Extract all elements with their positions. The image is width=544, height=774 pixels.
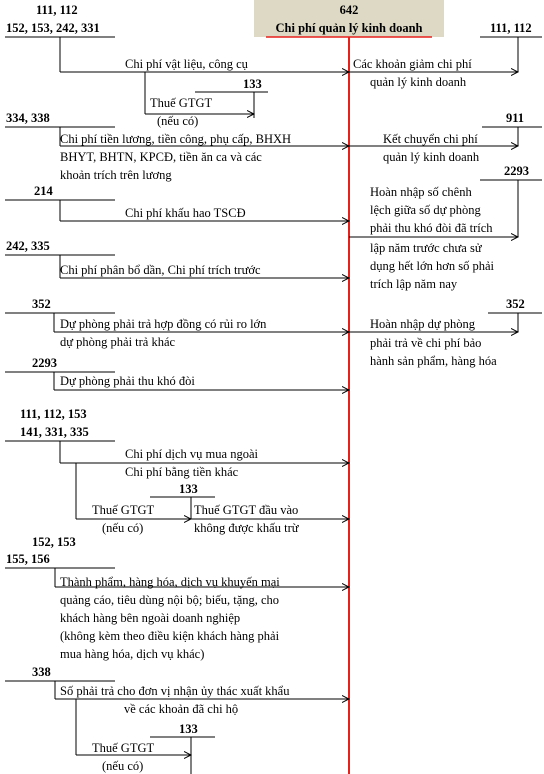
label-goods-2: quảng cáo, tiêu dùng nội bộ; biếu, tặng, cho bbox=[60, 593, 280, 607]
label-salary-2: BHYT, BHTN, KPCĐ, tiền ăn ca và các bbox=[60, 150, 262, 164]
label-goods-3: khách hàng bên ngoài doanh nghiệp bbox=[60, 611, 241, 625]
account-911: 911 bbox=[506, 111, 525, 125]
header-account-code: 642 bbox=[339, 3, 359, 17]
header-account-name: Chi phí quản lý kinh doanh bbox=[275, 21, 423, 35]
label-vat2-b: (nếu có) bbox=[102, 521, 144, 535]
label-doubtful: Dự phòng phải thu khó đòi bbox=[60, 374, 195, 388]
label-vat1-b: (nếu có) bbox=[157, 114, 199, 128]
label-right-reduction-2: quản lý kinh doanh bbox=[370, 75, 467, 89]
account-2293-left: 2293 bbox=[32, 356, 57, 370]
label-right-reversal-6: trích lập năm nay bbox=[370, 277, 458, 291]
account-338: 338 bbox=[32, 665, 51, 679]
label-right-reversal-2: lệch giữa số dự phòng bbox=[370, 203, 481, 217]
label-services-1: Chi phí dịch vụ mua ngoài bbox=[125, 447, 258, 461]
account-141-331-335: 141, 331, 335 bbox=[20, 425, 89, 439]
label-provision-2: dự phòng phải trả khác bbox=[60, 335, 176, 349]
label-vat3-a: Thuế GTGT bbox=[92, 741, 155, 755]
account-352-right: 352 bbox=[506, 297, 525, 311]
account-top-left-2: 152, 153, 242, 331 bbox=[6, 21, 100, 35]
label-export-2: về các khoản đã chi hộ bbox=[124, 702, 239, 716]
label-salary-1: Chi phí tiền lương, tiền công, phụ cấp, BHXH bbox=[60, 132, 292, 146]
account-top-right: 111, 112 bbox=[490, 21, 532, 35]
label-vat2-a: Thuế GTGT bbox=[92, 503, 155, 517]
label-depreciation: Chi phí khấu hao TSCĐ bbox=[125, 206, 246, 220]
account-214: 214 bbox=[34, 184, 53, 198]
label-services-2: Chi phí bằng tiền khác bbox=[125, 465, 239, 479]
label-export-1: Số phải trả cho đơn vị nhận ủy thác xuất khẩu bbox=[60, 684, 290, 698]
label-salary-3: khoản trích trên lương bbox=[60, 168, 172, 182]
label-right-transfer-1: Kết chuyển chi phí bbox=[383, 132, 478, 146]
label-vat2-d: không được khấu trừ bbox=[194, 521, 299, 535]
account-111-112-153: 111, 112, 153 bbox=[20, 407, 87, 421]
label-goods-4: (không kèm theo điều kiện khách hàng phải bbox=[60, 629, 280, 643]
label-right-reversal-1: Hoàn nhập số chênh bbox=[370, 185, 472, 199]
account-352-left: 352 bbox=[32, 297, 51, 311]
label-vat3-b: (nếu có) bbox=[102, 759, 144, 773]
label-allocation: Chi phí phân bổ dần, Chi phí trích trước bbox=[60, 263, 261, 277]
account-242-335: 242, 335 bbox=[6, 239, 50, 253]
account-133-3: 133 bbox=[179, 722, 198, 736]
account-155-156: 155, 156 bbox=[6, 552, 50, 566]
account-133-2: 133 bbox=[179, 482, 198, 496]
label-right-warranty-1: Hoàn nhập dự phòng bbox=[370, 317, 476, 331]
label-right-transfer-2: quản lý kinh doanh bbox=[383, 150, 480, 164]
account-152-153: 152, 153 bbox=[32, 535, 76, 549]
label-right-reduction-1: Các khoản giảm chi phí bbox=[353, 57, 472, 71]
label-right-reversal-3: phải thu khó đòi đã trích bbox=[370, 221, 493, 235]
account-2293-right: 2293 bbox=[504, 164, 529, 178]
account-133-1: 133 bbox=[243, 77, 262, 91]
label-right-reversal-4: lập năm trước chưa sử bbox=[370, 241, 482, 255]
label-right-warranty-2: phải trả về chi phí bảo bbox=[370, 336, 482, 350]
account-334-338: 334, 338 bbox=[6, 111, 50, 125]
label-vat1-a: Thuế GTGT bbox=[150, 96, 213, 110]
label-goods-1: Thành phẩm, hàng hóa, dịch vụ khuyến mại bbox=[60, 575, 280, 589]
account-top-left-1: 111, 112 bbox=[36, 3, 78, 17]
label-right-warranty-3: hành sản phẩm, hàng hóa bbox=[370, 354, 497, 368]
label-right-reversal-5: dụng hết lớn hơn số phải bbox=[370, 259, 494, 273]
label-vat2-c: Thuế GTGT đầu vào bbox=[194, 503, 299, 517]
label-provision-1: Dự phòng phải trả hợp đồng có rủi ro lớn bbox=[60, 317, 267, 331]
label-materials: Chi phí vật liệu, công cụ bbox=[125, 57, 248, 71]
label-goods-5: mua hàng hóa, dịch vụ khác) bbox=[60, 647, 205, 661]
